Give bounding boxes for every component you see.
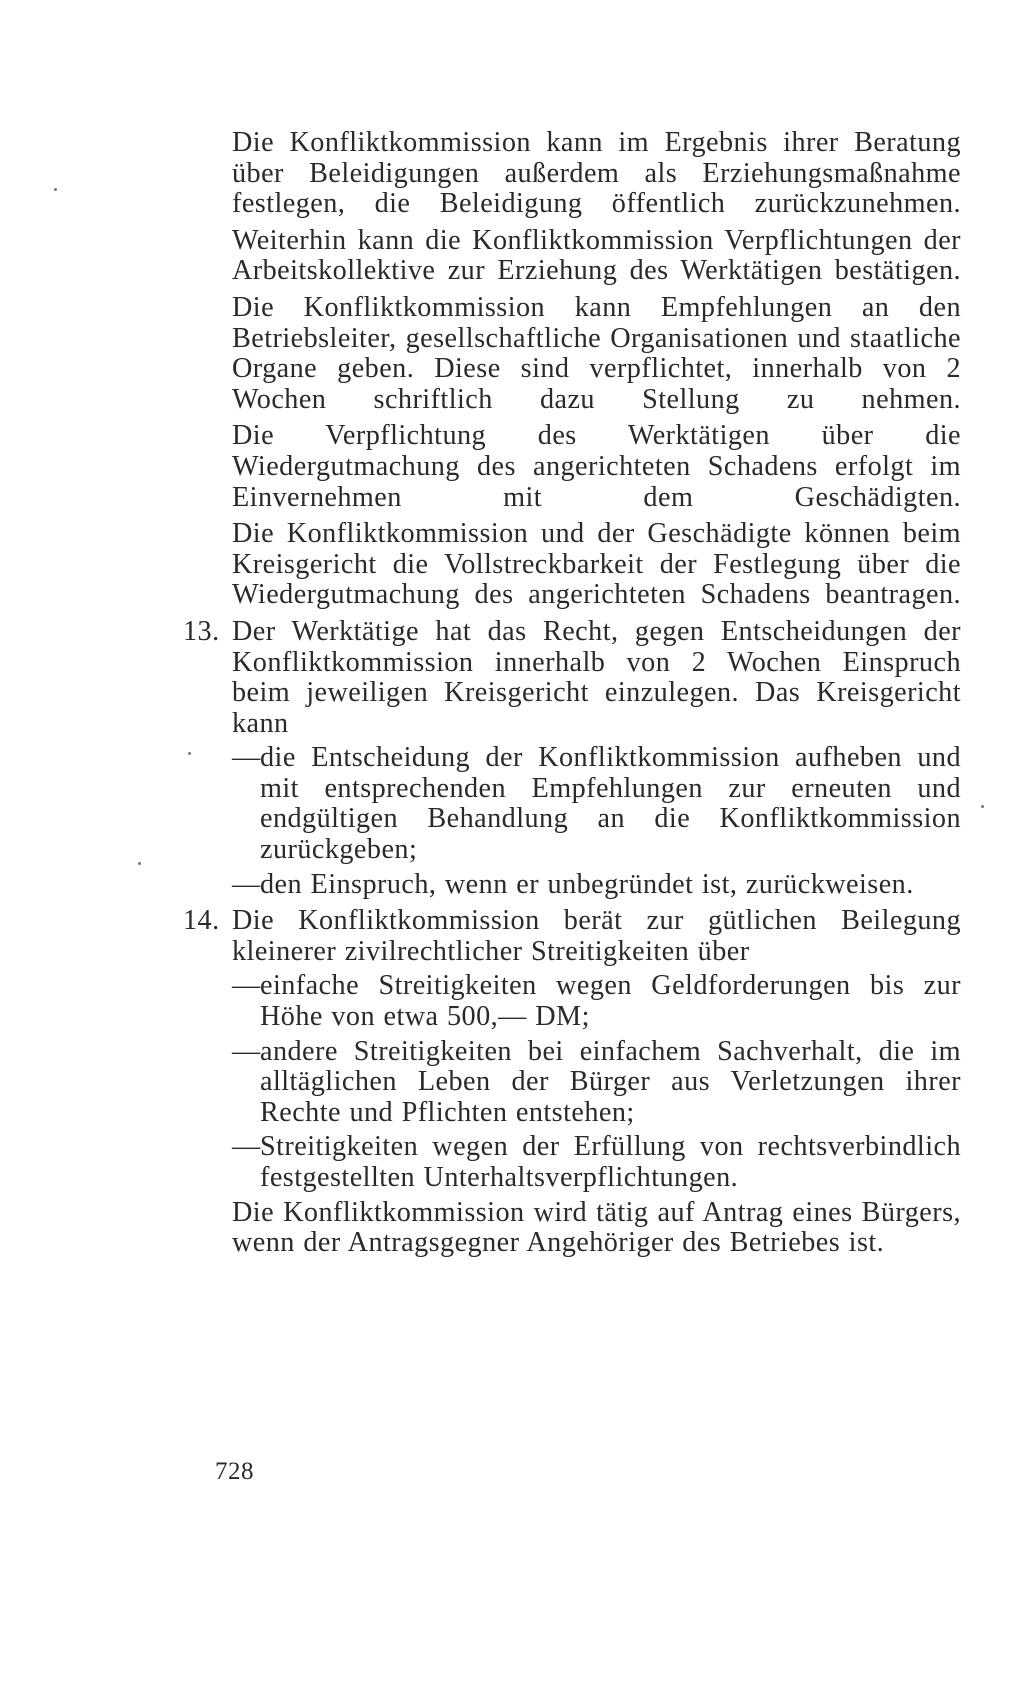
scan-speck	[981, 805, 984, 808]
item-14-intro: Die Konfliktkommission berät zur gütlichen Beilegung kleinerer zivilrechtlicher Streitigkeiten über	[232, 905, 961, 967]
list-item	[232, 870, 961, 901]
paragraph-insult-measure: Die Konfliktkommission kann im Ergebnis ihrer Beratung über Beleidigungen außerdem als Erziehungsmaßnahme festlegen, die Beleidigung öffentlich zurückzunehmen.	[232, 127, 961, 220]
item-13-list	[232, 743, 961, 900]
page-body	[183, 127, 961, 1265]
dash-bullet: —	[232, 1131, 261, 1163]
numbered-item-13	[183, 615, 961, 900]
list-item-text: Streitigkeiten wegen der Erfüllung von rechtsverbindlich festgestellten Unterhaltsverpflichtungen.	[260, 1131, 961, 1193]
scan-speck	[138, 862, 141, 865]
list-item-text: den Einspruch, wenn er unbegründet ist, zurückweisen.	[260, 868, 914, 900]
list-item	[232, 743, 961, 865]
item-13-intro: Der Werktätige hat das Recht, gegen Entscheidungen der Konfliktkommission innerhalb von 2 Wochen Einspruch beim jeweiligen Kreisgericht einzulegen. Das Kreisgericht kann	[232, 615, 961, 739]
dash-bullet: —	[232, 742, 261, 774]
page-number: 728	[215, 1458, 254, 1485]
item-number-14: 14.	[183, 905, 220, 937]
paragraph-enforceability: Die Konfliktkommission und der Geschädigte können beim Kreisgericht die Vollstreckbarkeit der Festlegung über die Wiedergutmachung des angerichteten Schadens beantragen.	[232, 518, 961, 611]
dash-bullet: —	[232, 970, 261, 1002]
list-item	[232, 1132, 961, 1193]
dash-bullet: —	[232, 868, 261, 900]
numbered-item-14	[183, 905, 961, 1259]
paragraph-recommendations: Die Konfliktkommission kann Empfehlungen an den Betriebsleiter, gesellschaftliche Organisationen und staatliche Organe geben. Diese sind verpflichtet, innerhalb von 2 Wochen schriftlich dazu Stellung zu nehmen.	[232, 291, 961, 415]
list-item	[232, 1037, 961, 1129]
item-14-list	[232, 971, 961, 1193]
list-item-text: die Entscheidung der Konfliktkommission aufheben und mit entsprechenden Empfehlungen zur erneuten und endgültigen Behandlung an die Konfliktkommission zurückgeben;	[260, 742, 961, 866]
list-item-text: andere Streitigkeiten bei einfachem Sachverhalt, die im alltäglichen Leben der Bürger aus Verletzungen ihrer Rechte und Pflichten entstehen;	[260, 1035, 961, 1128]
scan-speck	[54, 188, 57, 191]
item-14-closing: Die Konfliktkommission wird tätig auf Antrag eines Bürgers, wenn der Antragsgegner Angehöriger des Betriebes ist.	[232, 1196, 961, 1259]
paragraph-collective-obligations: Weiterhin kann die Konfliktkommission Verpflichtungen der Arbeitskollektive zur Erziehung des Werktätigen bestätigen.	[232, 224, 961, 287]
item-number-13: 13.	[183, 615, 220, 647]
list-item	[232, 971, 961, 1032]
scan-speck	[188, 752, 191, 755]
list-item-text: einfache Streitigkeiten wegen Geldforderungen bis zur Höhe von etwa 500,— DM;	[260, 970, 961, 1033]
paragraph-restitution-obligation: Die Verpflichtung des Werktätigen über die Wiedergutmachung des angerichteten Schadens erfolgt im Einvernehmen mit dem Geschädigten.	[232, 420, 961, 513]
dash-bullet: —	[232, 1035, 261, 1067]
